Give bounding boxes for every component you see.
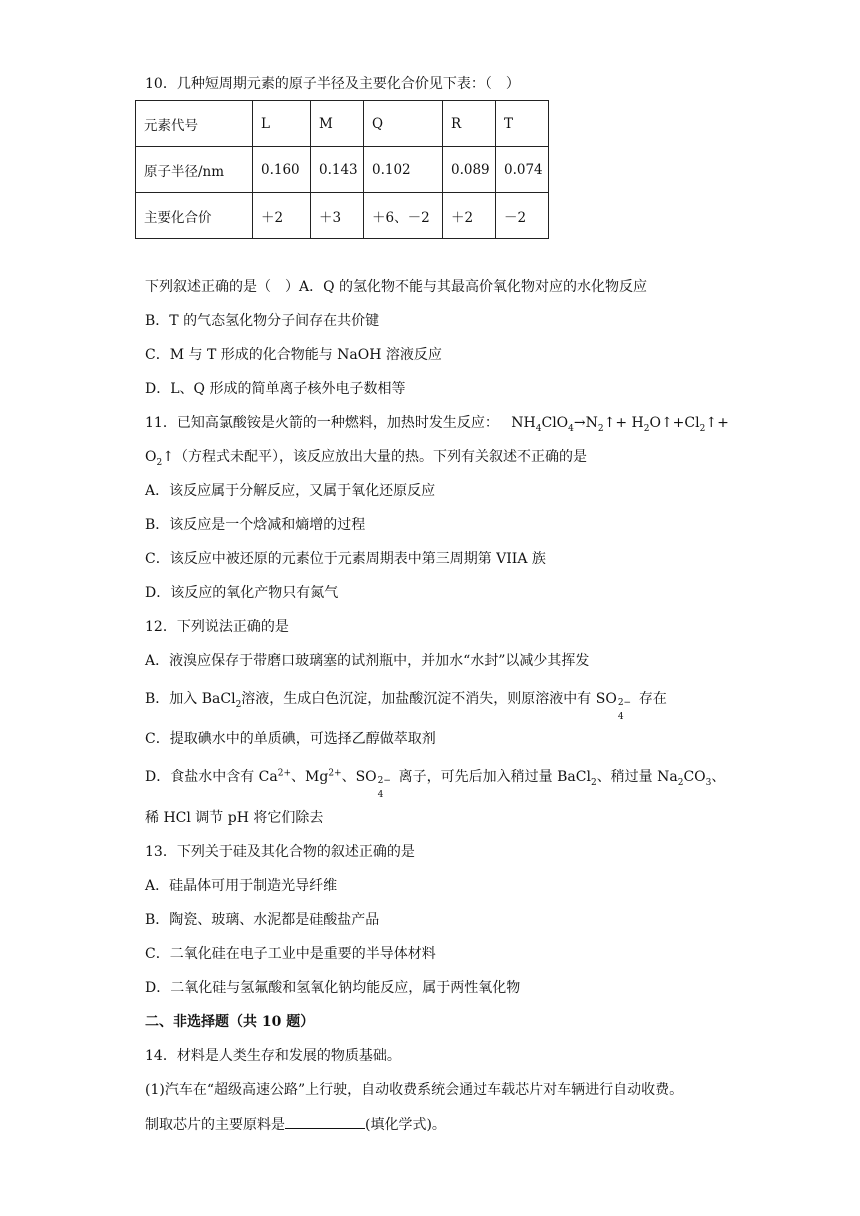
table-row (136, 147, 549, 193)
table-cell: 0.160 (253, 147, 311, 193)
q12-stem: 12．下列说法正确的是 (145, 619, 289, 635)
table-cell: ＋2 (253, 193, 311, 239)
q12-option-d-line2: 稀 HCl 调节 pH 将它们除去 (145, 810, 324, 826)
q13-stem: 13．下列关于硅及其化合物的叙述正确的是 (145, 844, 415, 860)
element-table (135, 100, 549, 239)
q14-stem: 14．材料是人类生存和发展的物质基础。 (145, 1048, 401, 1064)
table-cell: ＋6、－2 (364, 193, 443, 239)
reaction-equation: $NH_4ClO_4\to N_2↑+$ $H_2O↑+Cl_2↑+$ (511, 415, 729, 434)
table-cell: ＋2 (443, 193, 496, 239)
q11-stem-line1: 11．已知高氯酸铵是火箭的一种燃料，加热时发生反应： $NH_4ClO_4\to N_2↑+$ $H_2O↑+Cl_2↑+$ (145, 415, 729, 434)
q10-option-d: D．L、Q 形成的简单离子核外电子数相等 (145, 381, 406, 397)
q10-option-b: B．T 的气态氢化物分子间存在共价键 (145, 313, 380, 329)
q12-option-b: B．加入 BaCl$_2$溶液，生成白色沉淀，加盐酸沉淀不消失，则原溶液中有 SO 2− 4 存在 (145, 691, 667, 722)
q10-option-c: C．M 与 T 形成的化合物能与 NaOH 溶液反应 (145, 347, 442, 363)
q12-option-d-line1: D．食盐水中含有 $Ca^{2+}$、$Mg^{2+}$、SO 2− 4 离子，可先后加入稍过量 BaCl$_2$、稍过量 $Na_2CO_3$、 (145, 768, 726, 800)
table-cell: 0.089 (443, 147, 496, 193)
q13-option-d: D．二氧化硅与氢氟酸和氢氧化钠均能反应，属于两性氧化物 (145, 980, 521, 996)
q11-option-b: B．该反应是一个焓减和熵增的过程 (145, 517, 366, 533)
q13-option-c: C．二氧化硅在电子工业中是重要的半导体材料 (145, 946, 436, 962)
table-row (136, 193, 549, 239)
q11-option-a: A．该反应属于分解反应，又属于氧化还原反应 (145, 483, 436, 499)
q11-stem-line2: $O_2↑$（方程式未配平），该反应放出大量的热。下列有关叙述不正确的是 (145, 449, 587, 468)
table-cell: M (311, 101, 364, 147)
table-row-header: 元素代号 (136, 101, 253, 147)
table-cell: 0.074 (496, 147, 549, 193)
table-row-header: 主要化合价 (136, 193, 253, 239)
table-cell: ＋3 (311, 193, 364, 239)
table-cell: Q (364, 101, 443, 147)
table-cell: －2 (496, 193, 549, 239)
q10-lead-option-a: 下列叙述正确的是（ ）A．Q 的氢化物不能与其最高价氧化物对应的水化物反应 (145, 279, 648, 295)
q11-option-d: D．该反应的氧化产物只有氮气 (145, 585, 339, 601)
q14-part1-answer-line: 制取芯片的主要原料是 (填化学式)。 (145, 1114, 446, 1135)
q12-option-a: A．液溴应保存于带磨口玻璃塞的试剂瓶中，并加水“水封”以减少其挥发 (145, 653, 590, 669)
q12-option-c: C．提取碘水中的单质碘，可选择乙醇做萃取剂 (145, 731, 436, 747)
q13-option-a: A．硅晶体可用于制造光导纤维 (145, 878, 338, 894)
table-cell: T (496, 101, 549, 147)
table-cell: R (443, 101, 496, 147)
section-heading: 二、非选择题（共 10 题） (145, 1014, 315, 1030)
q14-part1: (1)汽车在“超级高速公路”上行驶，自动收费系统会通过车载芯片对车辆进行自动收费。 (145, 1082, 684, 1098)
q10-stem: 10．几种短周期元素的原子半径及主要化合价见下表：（ ） (145, 76, 520, 92)
table-cell: 0.102 (364, 147, 443, 193)
table-cell: 0.143 (311, 147, 364, 193)
table-row-header: 原子半径/nm (136, 147, 253, 193)
answer-blank[interactable] (285, 1114, 365, 1129)
table-row (136, 101, 549, 147)
q13-option-b: B．陶瓷、玻璃、水泥都是硅酸盐产品 (145, 912, 380, 928)
q11-option-c: C．该反应中被还原的元素位于元素周期表中第三周期第 VIIA 族 (145, 551, 546, 567)
table-cell: L (253, 101, 311, 147)
